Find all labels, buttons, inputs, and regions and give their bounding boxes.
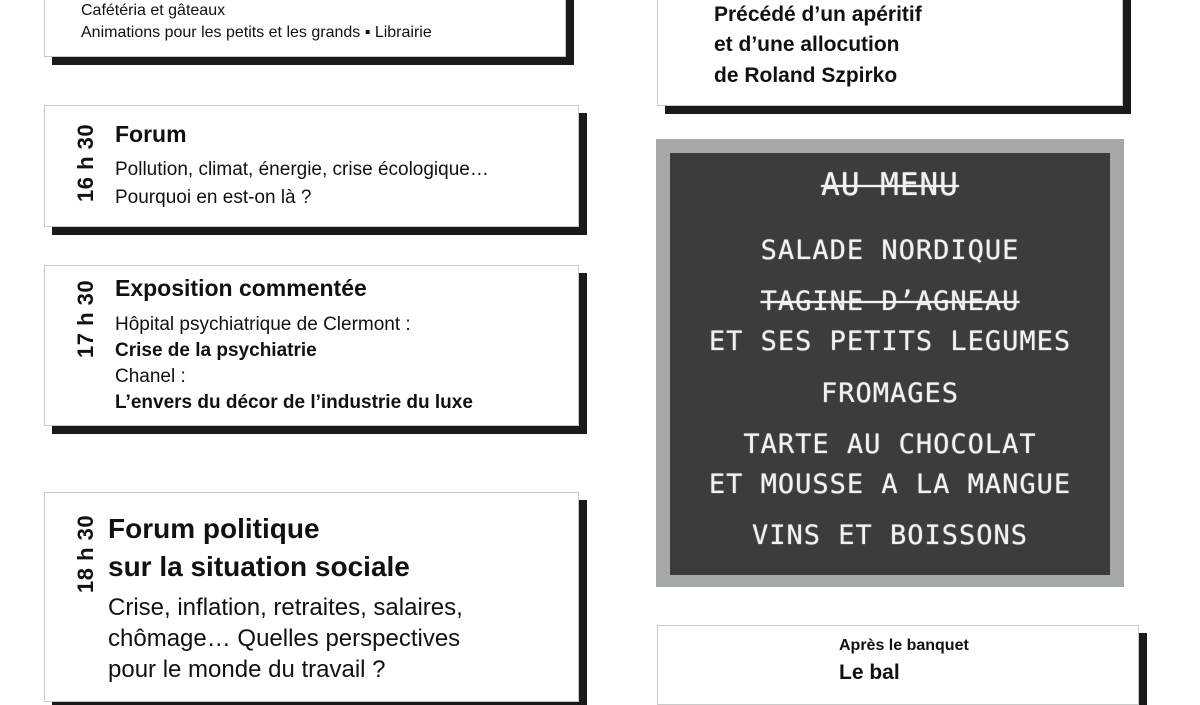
menu-heading-text: AU MENU xyxy=(821,167,959,203)
forum-line-1: Pollution, climat, énergie, crise écologique… xyxy=(115,159,489,180)
forum-time: 16 h 30 xyxy=(73,123,98,202)
menu-heading xyxy=(670,167,1110,203)
menu-item-salade: SALADE NORDIQUE xyxy=(760,235,1020,266)
menu-item-legumes: ET SES PETITS LEGUMES xyxy=(708,326,1072,357)
menu-chalkboard xyxy=(670,153,1110,575)
exposition-time: 17 h 30 xyxy=(73,279,98,358)
forum-politique-title-2: sur la situation sociale xyxy=(108,551,410,582)
aperitif-line-3: de Roland Szpirko xyxy=(714,64,898,87)
animations-text: Animations pour les petits et les grands ▪ Librairie xyxy=(81,24,432,41)
bal-box xyxy=(657,625,1139,705)
bal-intro: Après le banquet xyxy=(839,637,969,654)
menu-item-tagine xyxy=(670,286,1110,317)
cafeteria-text: Cafétéria et gâteaux xyxy=(81,2,226,19)
forum-box xyxy=(44,105,579,227)
forum-line-2: Pourquoi en est-on là ? xyxy=(115,187,312,208)
aperitif-box xyxy=(657,0,1123,106)
forum-politique-box xyxy=(44,492,579,702)
forum-politique-time: 18 h 30 xyxy=(73,514,98,593)
activities-box xyxy=(44,0,566,57)
menu-item-mousse: ET MOUSSE A LA MANGUE xyxy=(708,469,1072,500)
aperitif-line-1: Précédé d’un apéritif xyxy=(714,3,922,26)
exposition-line-3: Chanel : xyxy=(115,366,186,387)
exposition-title: Exposition commentée xyxy=(115,275,367,301)
menu-item-tarte: TARTE AU CHOCOLAT xyxy=(743,429,1037,460)
bal-title: Le bal xyxy=(839,661,900,684)
menu-item-tagine-text: TAGINE D’AGNEAU xyxy=(760,286,1020,317)
forum-politique-line-3: pour le monde du travail ? xyxy=(108,656,386,683)
exposition-box xyxy=(44,265,579,426)
menu-item-vins: VINS ET BOISSONS xyxy=(751,520,1029,551)
exposition-line-2: Crise de la psychiatrie xyxy=(115,340,317,361)
forum-politique-line-2: chômage… Quelles perspectives xyxy=(108,625,461,652)
menu-board-frame xyxy=(656,139,1124,587)
forum-title: Forum xyxy=(115,121,187,147)
aperitif-line-2: et d’une allocution xyxy=(714,33,900,56)
menu-item-fromages: FROMAGES xyxy=(820,378,960,409)
forum-politique-title-1: Forum politique xyxy=(108,513,320,544)
exposition-line-4: L’envers du décor de l’industrie du luxe xyxy=(115,392,473,413)
forum-politique-line-1: Crise, inflation, retraites, salaires, xyxy=(108,594,463,621)
exposition-line-1: Hôpital psychiatrique de Clermont : xyxy=(115,314,411,335)
